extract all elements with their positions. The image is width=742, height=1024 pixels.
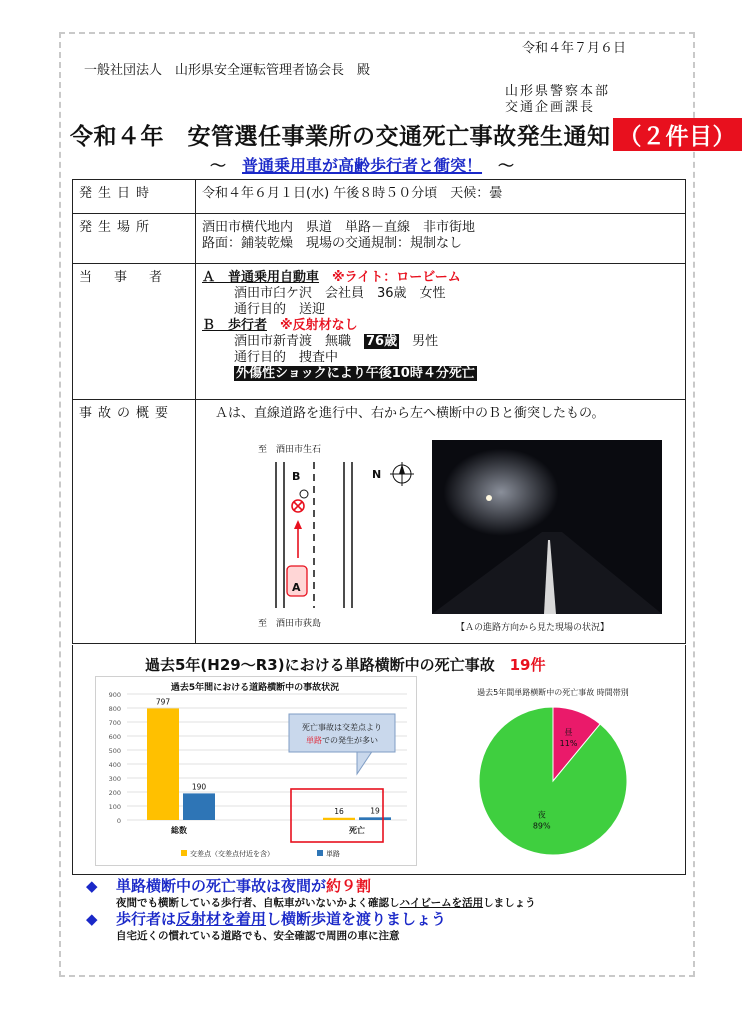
party-b-line1-pre: 酒田市新青渡 無職 [234,334,365,349]
place-value [196,214,686,264]
advice-item-2-sub: 自宅近くの慣れている道路でも、安全確認で周囲の車に注意 [116,930,400,942]
bar-data-label: 190 [191,782,207,792]
party-a-line1: 酒田市臼ケ沢 会社員 36歳 女性 [234,286,446,301]
party-label: 当事者 [73,264,196,400]
bar-data-label: 797 [155,697,171,707]
party-b-head: Ｂ 歩行者 [202,318,268,333]
title-badge: （２件目） [613,118,742,151]
bar-chart-frame [96,677,417,866]
bar [147,708,179,820]
pie-slice-label: 夜 [537,810,546,820]
accident-info-table [72,179,686,644]
legend-entry: 単路 [326,850,340,858]
place-line1: 酒田市横代地内 県道 単路－直線 非市街地 [202,220,476,235]
advice-1-sub-pre: 夜間でも横断している歩行者、自転車がいないかよく確認し [116,897,400,909]
callout-box [289,714,395,752]
party-a-note: ※ライト：ロービーム [332,270,461,285]
diamond-icon: ◆ [86,910,98,928]
bar-data-label: 19 [370,806,380,816]
callout-line2-post: での発生が多い [322,736,378,745]
north-label: N [372,468,382,481]
callout-line2 [306,735,378,745]
photo-caption: 【Ａの進路方向から見た現場の状況】 [456,623,610,633]
bar-category-label: 死亡 [349,826,365,835]
place-label: 発生場所 [73,214,196,264]
summary-value [196,400,686,644]
pie-slice-percent: 11% [559,738,578,748]
bar [183,793,215,820]
pie-chart [450,683,656,859]
street-light-icon [486,495,492,501]
party-b-line2: 通行目的 捜査中 [234,350,339,365]
subtitle-highlight: 普通乗用車が高齢歩行者と衝突！ [242,156,483,175]
scene-photo [432,440,662,614]
sender-dept: 交通企画課長 [505,100,596,115]
pie-slice-label: 昼 [564,727,573,737]
bar-y-tick: 700 [108,719,121,727]
summary-text: Ａは、直線道路を進行中、右から左へ横断中のＢと衝突したもの。 [202,406,605,421]
bar-y-tick: 0 [116,817,121,825]
map-b-label: B [292,470,301,483]
direction-arrowhead [294,520,302,529]
summary-label: 事故の概要 [73,400,196,644]
legend-swatch [317,850,323,856]
page-title [70,118,742,151]
advice-item-2 [86,910,536,929]
advice-item-1-sub [86,896,536,910]
advice-2-pre: 歩行者は [116,910,177,928]
legend-swatch [181,850,187,856]
party-a-head: Ａ 普通乗用自動車 [202,270,320,285]
place-line2: 路面：鋪装乾燥 現場の交通規制：規制なし [202,236,463,251]
pie-slices [479,707,627,855]
stats-title [145,654,545,675]
map-a-label: A [292,581,301,594]
subtitle-prefix: ～ [210,156,243,175]
party-b-death: 外傷性ショックにより午後10時４分死亡 [236,366,475,381]
subtitle [210,153,514,176]
pie-slice-percent: 89% [532,821,551,831]
subtitle-suffix: ～ [482,156,515,175]
bar-y-tick: 800 [108,705,121,713]
date-label: 発生日時 [73,180,196,214]
bar-y-tick: 600 [108,733,121,741]
party-b-age: 76歳 [366,334,398,349]
pie-slice [479,707,627,855]
party-b-line1-post: 男性 [399,334,439,349]
pie-chart-title: 過去5年間単路横断中の死亡事故 時間帯別 [477,688,629,697]
advice-item-1 [86,877,536,896]
bar [323,818,355,820]
map-bottom-label: 至 酒田市荻島 [258,619,322,629]
advice-2-ul: 反射材を着用 [176,910,267,928]
bar-y-tick: 900 [108,691,121,699]
party-b-note: ※反射材なし [280,318,358,333]
advice-2-post: し横断歩道を渡りましょう [266,910,447,928]
legend-entry: 交差点（交差点付近を含） [190,850,274,858]
advice-1-text: 単路横断中の死亡事故は夜間が [116,877,327,895]
bar [359,817,391,820]
advice-1-sub-post: しましょう [483,897,536,909]
map-top-label: 至 酒田市生石 [258,445,322,455]
party-value [196,264,686,400]
bar-y-tick: 400 [108,761,121,769]
date-value: 令和４年６月１日(水) 午後８時５０分頃 天候：曇 [196,180,686,214]
advice-1-red: 約９割 [326,877,372,895]
sender-org: 山形県警察本部 [505,84,611,99]
bar-y-tick: 200 [108,789,121,797]
road-diagram [236,440,436,630]
bar-y-tick: 500 [108,747,121,755]
title-main: 令和４年 安管選任事業所の交通死亡事故発生通知 [70,124,611,150]
stats-title-count: 19件 [509,656,546,674]
party-a-line2: 通行目的 送迎 [234,302,326,317]
pedestrian-icon [300,490,308,498]
recipient: 一般社団法人 山形県安全運転管理者協会長 殿 [84,63,371,78]
stats-title-text: 過去5年(H29～R3)における単路横断中の死亡事故 [145,656,510,674]
bar-category-label: 総数 [171,826,187,835]
issue-date: 令和４年７月６日 [522,41,627,56]
callout-highlight: 単路 [306,736,322,745]
bar-data-label: 16 [334,806,344,816]
advice-1-sub-ul: ハイビームを活用 [399,897,484,909]
sender [505,84,610,116]
bar-chart [95,676,417,866]
diamond-icon: ◆ [86,877,98,895]
bar-y-tick: 100 [108,803,121,811]
bar-y-tick: 300 [108,775,121,783]
callout-line1: 死亡事故は交差点より [302,723,382,732]
bar-chart-title: 過去5年間における道路横断中の事故状況 [170,683,340,693]
advice-list [86,877,536,943]
